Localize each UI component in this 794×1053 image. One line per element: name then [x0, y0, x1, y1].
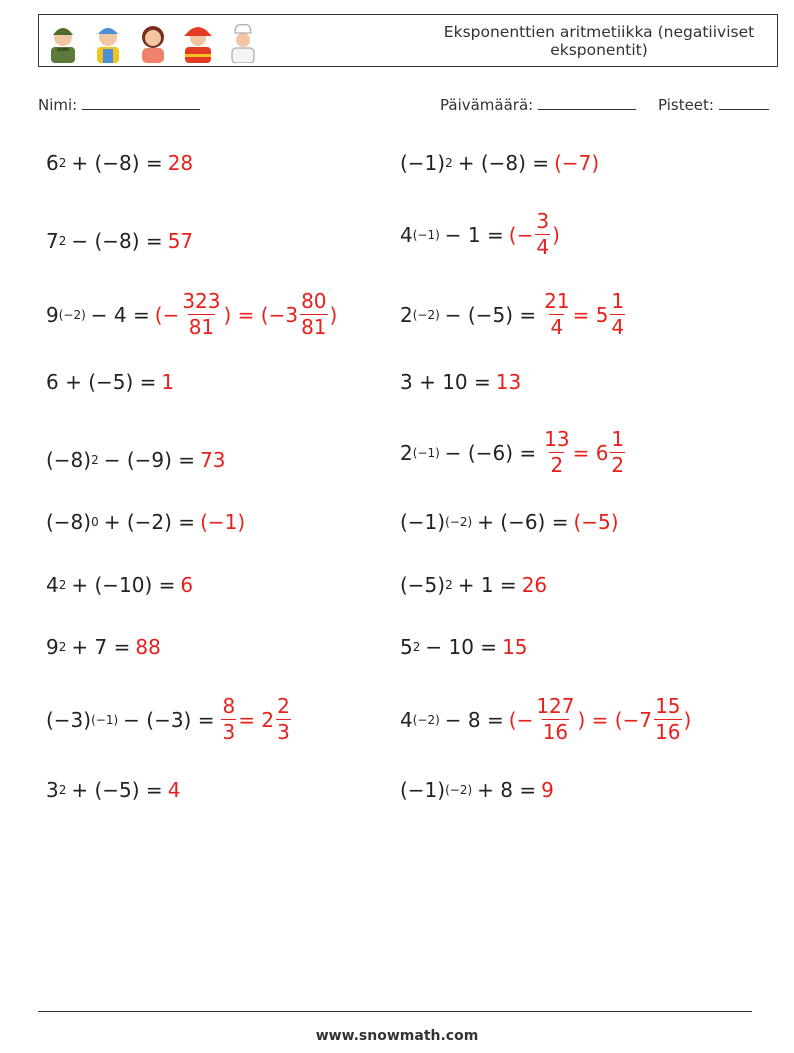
operation: − (−3) =	[123, 707, 215, 732]
operation: − 10 =	[425, 635, 498, 659]
answer-suffix: )	[329, 302, 338, 327]
answer-suffix: )	[552, 222, 560, 247]
firefighter-avatar	[180, 21, 216, 63]
denominator: 4	[611, 315, 625, 339]
base: (−1)	[400, 151, 446, 175]
answer-fraction	[221, 695, 236, 744]
numerator: 2	[277, 694, 290, 718]
numerator: 1	[611, 289, 625, 313]
answer: 28	[167, 151, 194, 175]
base: 9	[46, 635, 59, 659]
base: (−1)	[400, 778, 446, 802]
base: (−8)	[46, 510, 92, 534]
operation: + (−8) =	[457, 151, 550, 175]
answer-fraction	[181, 290, 221, 339]
problem-right-1: (−1) 2 + (−8) = (−7)	[400, 151, 600, 175]
answer	[509, 695, 692, 744]
answer	[541, 290, 627, 339]
problem-left-2: 7 2 − (−8) = 57	[46, 229, 194, 253]
denominator: 4	[536, 235, 550, 259]
problem-left-4	[46, 370, 174, 394]
base: (−1)	[400, 510, 446, 534]
answer	[541, 428, 627, 477]
answer	[219, 695, 292, 744]
answer-mixed-prefix: = 2	[238, 707, 275, 732]
soldier-avatar	[45, 21, 81, 63]
denominator: 81	[188, 315, 215, 339]
score-label: Pisteet:	[658, 96, 714, 114]
answer-mixed-prefix: = 5	[572, 302, 609, 327]
numerator: 13	[544, 427, 570, 451]
problem-left-6: (−8) 0 + (−2) = (−1)	[46, 510, 246, 534]
operation: − 4 =	[90, 302, 150, 327]
name-blank[interactable]	[82, 95, 200, 110]
problem-right-9: 4 (−2) − 8 = (− $\frac{127}{16}$ ) = (−7 $\frac{15}{16}$ )	[400, 694, 692, 744]
operation: − (−6) =	[444, 440, 537, 465]
operation: + (−5) =	[71, 778, 163, 802]
answer-mixed-fraction	[654, 695, 681, 744]
problem-right-8: 5 2 − 10 = 15	[400, 635, 528, 659]
answer-fraction	[543, 428, 570, 477]
answer: (−7)	[554, 151, 600, 175]
denominator: 3	[277, 720, 290, 744]
numerator: 80	[301, 289, 327, 313]
denominator: 81	[301, 315, 327, 339]
base: 6	[46, 151, 59, 175]
answer-fraction	[543, 290, 570, 339]
denominator: 3	[222, 720, 236, 744]
answer-prefix: (−	[508, 707, 534, 732]
operation: − (−8) =	[71, 229, 163, 253]
score-field	[658, 95, 769, 114]
operation: − (−9) =	[103, 448, 196, 472]
answer: 9	[541, 778, 554, 802]
answer-mixed-prefix: = 6	[572, 440, 609, 465]
denominator: 16	[542, 720, 569, 744]
operation: + (−8) =	[71, 151, 163, 175]
operation: − 8 =	[444, 707, 504, 732]
problem-left-9: (−3) (−1) − (−3) = $\frac{8}{3}$ = 2 $\frac{2}{3}$	[46, 695, 293, 744]
worksheet-header	[38, 14, 778, 67]
base: 2	[400, 440, 413, 465]
operation: − (−5) =	[444, 302, 537, 327]
avatar-row	[45, 21, 261, 63]
footer-divider	[38, 1011, 752, 1012]
answer: 26	[521, 573, 548, 597]
answer-fraction	[535, 695, 575, 744]
date-blank[interactable]	[538, 95, 636, 110]
base: (−8)	[46, 448, 92, 472]
operation: + (−6) =	[477, 510, 569, 534]
score-blank[interactable]	[719, 95, 769, 110]
problem-right-5: 2 (−1) − (−6) = $\frac{13}{2}$ = 6 $\frac{1}{2}$	[400, 428, 627, 477]
numerator: 15	[655, 694, 681, 718]
denominator: 2	[550, 453, 564, 477]
problem-left-7: 4 2 + (−10) = 6	[46, 573, 194, 597]
problem-right-4	[400, 370, 521, 394]
problem-left-3: 9 (−2) − 4 = (− $\frac{323}{81}$ ) = (−3 $\frac{80}{81}$ )	[46, 289, 338, 339]
base: 4	[400, 222, 413, 247]
answer-mixed-fraction	[276, 695, 291, 744]
problem-right-7: (−5) 2 + 1 = 26	[400, 573, 548, 597]
worker-avatar	[90, 21, 126, 63]
problem-left-5: (−8) 2 − (−9) = 73	[46, 448, 226, 472]
answer-suffix: )	[683, 707, 692, 732]
base: 4	[400, 707, 413, 732]
numerator: 8	[222, 694, 236, 718]
problem-left-8: 9 2 + 7 = 88	[46, 635, 161, 659]
footer-url[interactable]: www.snowmath.com	[315, 1028, 479, 1044]
date-field	[440, 95, 636, 114]
answer	[155, 290, 338, 339]
answer: (−1)	[200, 510, 246, 534]
problem-left-10: 3 2 + (−5) = 4	[46, 778, 181, 802]
answer	[509, 210, 560, 259]
problem-right-3: 2 (−2) − (−5) = $\frac{21}{4}$ = 5 $\frac{1}{4}$	[400, 290, 627, 339]
numerator: 127	[536, 694, 575, 718]
numerator: 3	[536, 209, 550, 233]
name-field	[38, 95, 200, 114]
date-label: Päivämäärä:	[440, 96, 534, 114]
operation: − 1 =	[444, 222, 504, 247]
answer-mixed-prefix: ) = (−3	[223, 302, 299, 327]
denominator: 4	[550, 315, 564, 339]
problem-right-6: (−1) (−2) + (−6) = (−5)	[400, 510, 619, 534]
numerator: 1	[611, 427, 625, 451]
answer-prefix: (−	[154, 302, 180, 327]
operation: + (−2) =	[103, 510, 196, 534]
answer-mixed-fraction	[610, 428, 625, 477]
answer-prefix: (−	[508, 222, 534, 247]
answer: 88	[135, 635, 161, 659]
numerator: 323	[182, 289, 221, 313]
answer-mixed-fraction	[610, 290, 625, 339]
answer: (−5)	[573, 510, 619, 534]
operation: + 8 =	[477, 778, 537, 802]
base: 2	[400, 302, 413, 327]
name-label: Nimi:	[38, 96, 78, 114]
base: 7	[46, 229, 59, 253]
expression: 6 + (−5) =	[46, 370, 157, 394]
answer-fraction	[535, 210, 550, 259]
expression: 3 + 10 =	[400, 370, 491, 394]
base: (−3)	[46, 707, 92, 732]
answer-mixed-fraction	[300, 290, 327, 339]
answer-mixed-prefix: ) = (−7	[577, 707, 653, 732]
answer: 4	[167, 778, 181, 802]
base: 5	[400, 635, 413, 659]
chef-avatar	[225, 21, 261, 63]
denominator: 2	[611, 453, 625, 477]
operation: + 7 =	[71, 635, 131, 659]
denominator: 16	[655, 720, 681, 744]
base: 9	[46, 302, 59, 327]
base: (−5)	[400, 573, 446, 597]
answer: 57	[167, 229, 194, 253]
answer: 6	[180, 573, 194, 597]
operation: + 1 =	[457, 573, 517, 597]
answer: 73	[200, 448, 226, 472]
problem-left-1: 6 2 + (−8) = 28	[46, 151, 194, 175]
worksheet-title: Eksponenttien aritmetiikka (negatiiviset eksponentit)	[443, 23, 755, 59]
base: 4	[46, 573, 59, 597]
base: 3	[46, 778, 59, 802]
operation: + (−10) =	[71, 573, 176, 597]
numerator: 21	[544, 289, 570, 313]
woman-avatar	[135, 21, 171, 63]
problem-right-2: 4 (−1) − 1 = (− $\frac{3}{4}$ )	[400, 209, 560, 259]
answer: 15	[502, 635, 528, 659]
answer: 13	[495, 370, 522, 394]
answer: 1	[161, 370, 175, 394]
problem-right-10: (−1) (−2) + 8 = 9	[400, 778, 554, 802]
